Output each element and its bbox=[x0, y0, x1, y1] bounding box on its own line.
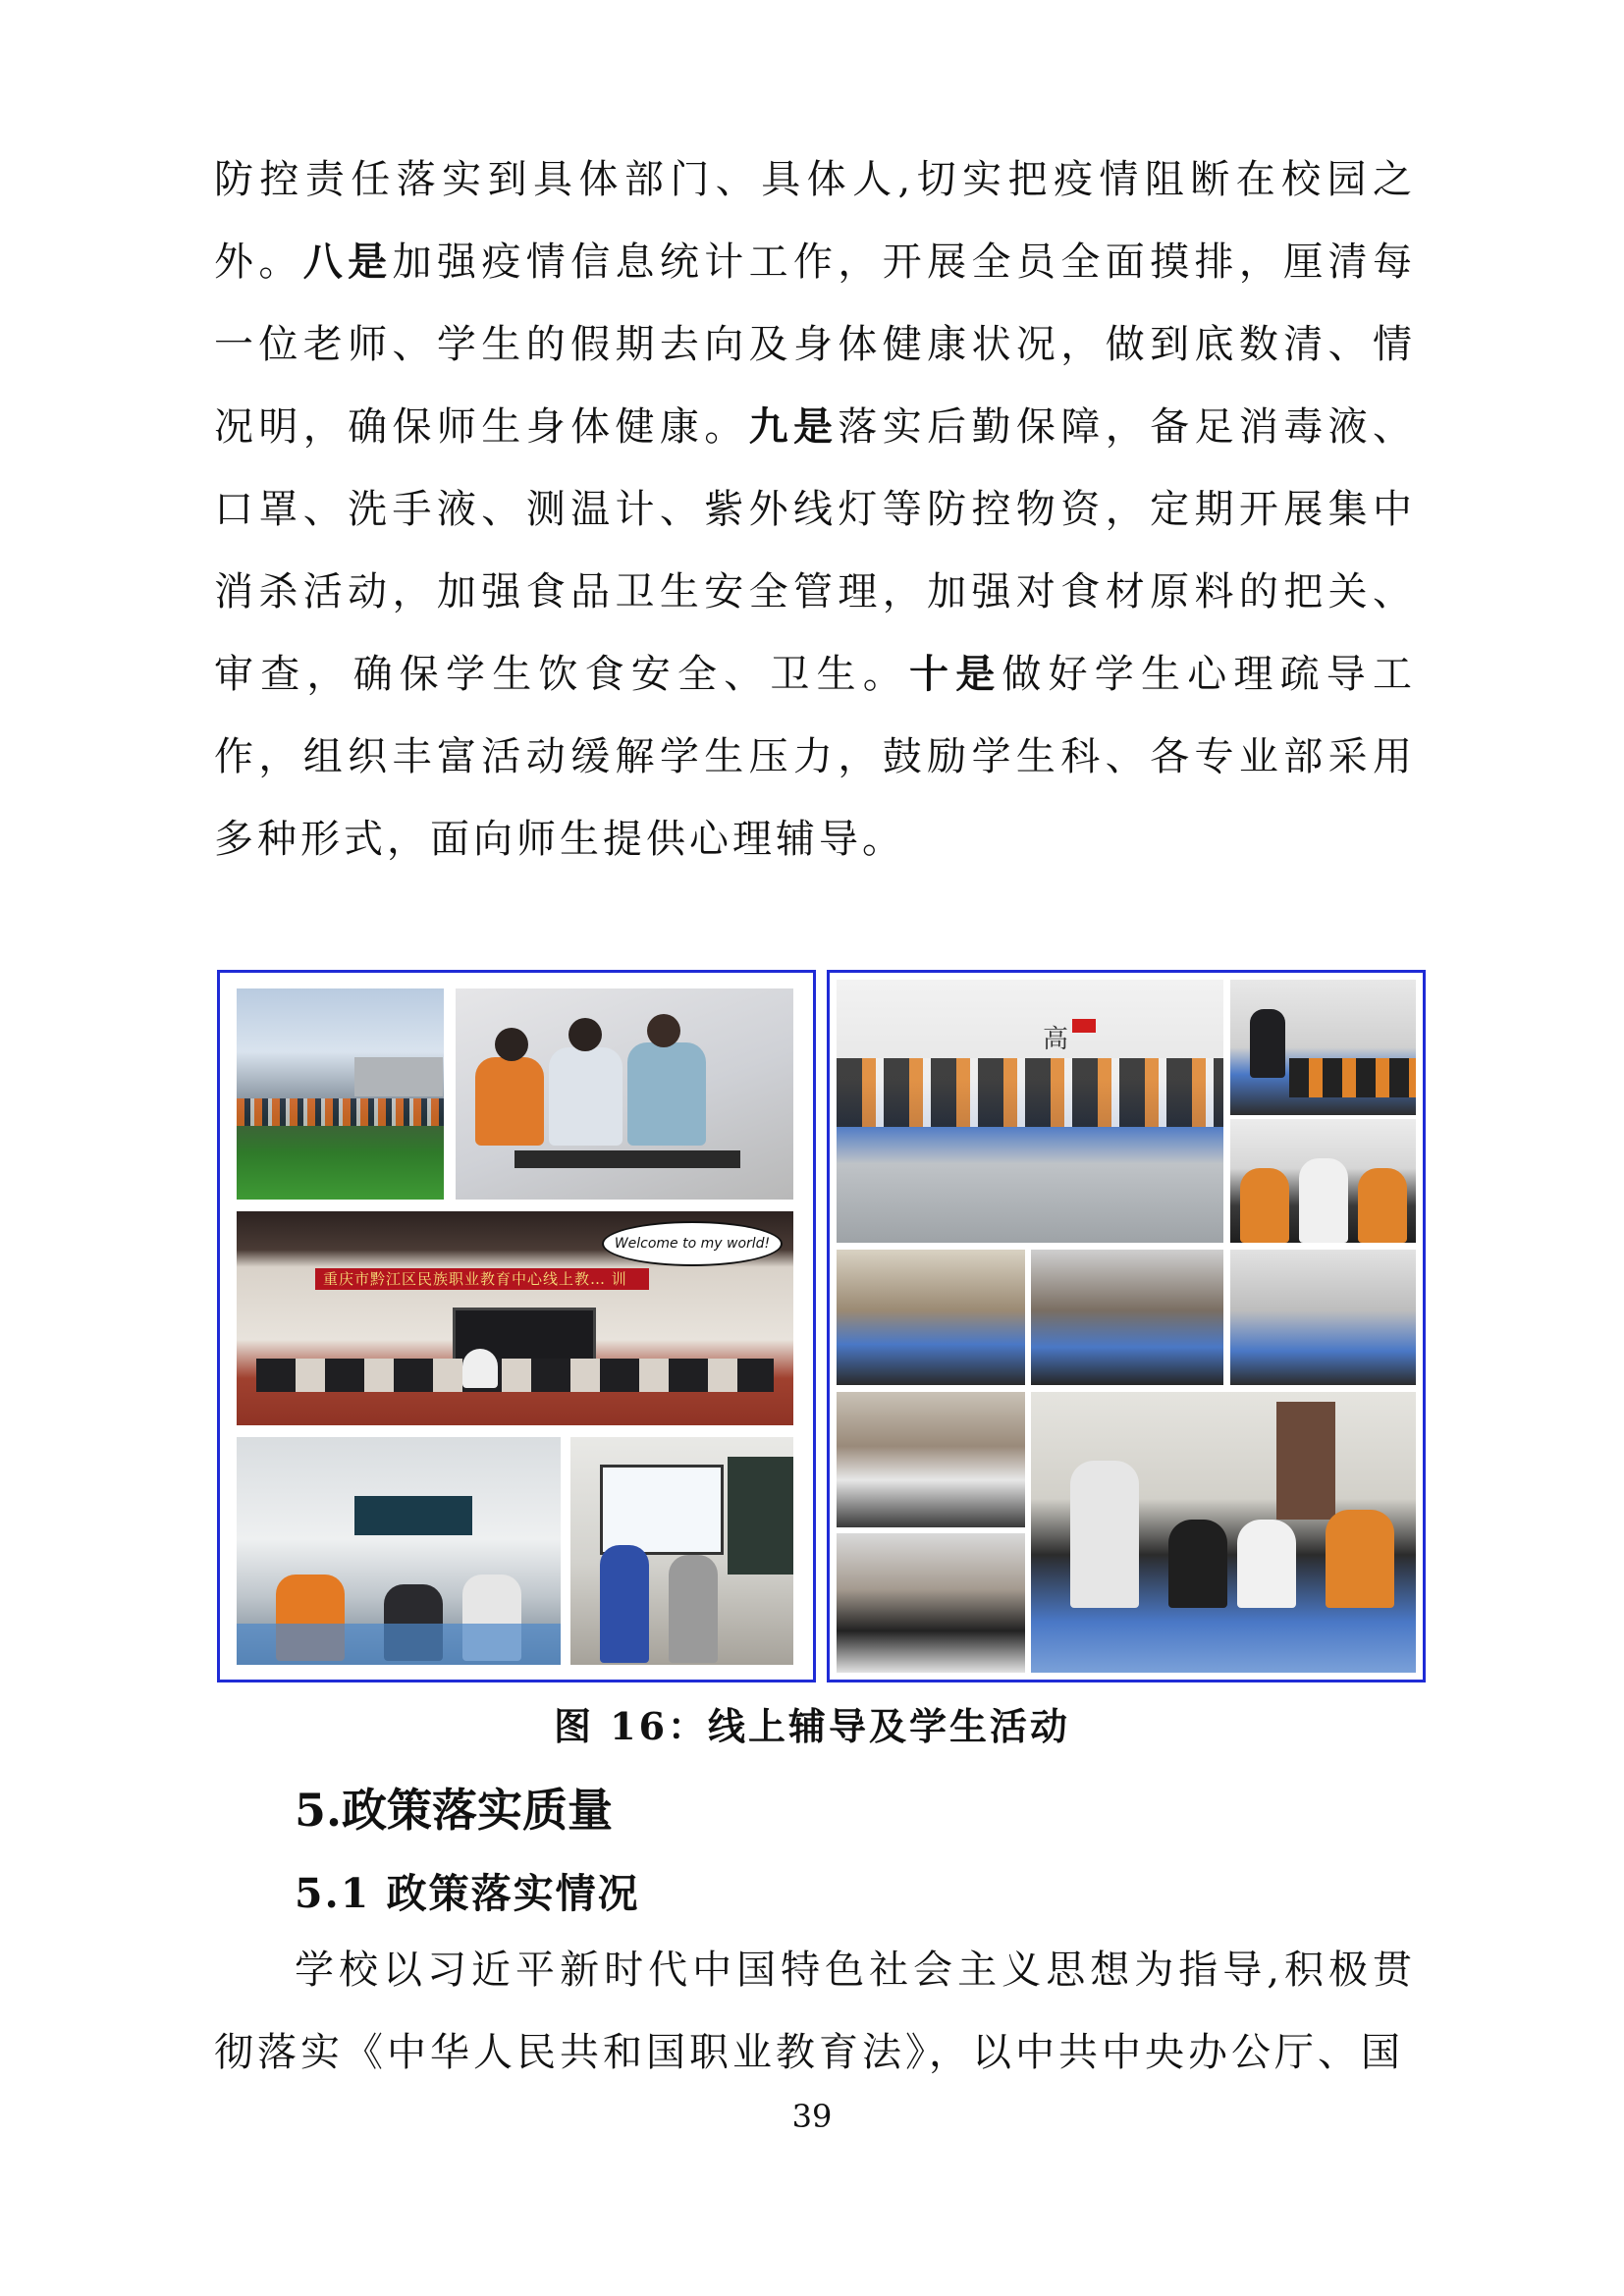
students-group-photo bbox=[1230, 1119, 1416, 1243]
body-text bbox=[214, 138, 1416, 881]
speech-bubble: Welcome to my world! bbox=[602, 1221, 783, 1266]
section-heading: 5.政策落实质量 bbox=[295, 1784, 614, 1837]
sports-field-photo bbox=[237, 988, 444, 1200]
students-table-photo-2 bbox=[1031, 1250, 1223, 1385]
body-paragraph bbox=[214, 138, 1416, 881]
body-segment: 落实后勤保障，备足消毒液、 口罩、洗手液、测温计、紫外线灯等防控物资，定期开展集中消杀活动，加强食品卫生安全管理，加强对食材原料的把关、审查，确保学生饮食安全、卫生。 bbox=[214, 404, 1417, 697]
section-text: 学校以习近平新时代中国特色社会主义思想为指导,积极贯彻落实《中华人民共和国职业教育法》，以中共中央办公厅、国 bbox=[214, 1948, 1416, 2075]
bold-lead-in: 八是 bbox=[302, 239, 393, 285]
body-segment: 做好学生心理疏导工作，组织丰富活动缓解学生压力，鼓励学生科、各专业部采用多种形式，面向师生提供心理辅导。 bbox=[214, 652, 1417, 862]
body-segment: 防控责任落实到具体部门、具体人,切实把疫情阻断在校园之外。 bbox=[214, 157, 1416, 285]
students-eating-photo bbox=[1031, 1392, 1416, 1673]
photo-collage-right bbox=[827, 970, 1426, 1682]
student-closeup-photo bbox=[837, 1392, 1025, 1527]
students-resting-photo bbox=[456, 988, 793, 1200]
meeting-room-photo bbox=[237, 1211, 793, 1425]
section-paragraph bbox=[214, 1929, 1416, 2094]
party-hall-photo bbox=[837, 980, 1223, 1243]
classroom-photo bbox=[237, 1437, 561, 1665]
photo-collage-left bbox=[217, 970, 816, 1682]
body-segment: 加强疫情信息统计工作，开展全员全面摸排，厘清每一位老师、学生的假期去向及身体健康状况，做到底数清、情况明，确保师生身体健康。 bbox=[214, 240, 1417, 450]
students-table-photo-3 bbox=[1230, 1250, 1416, 1385]
bold-lead-in: 十是 bbox=[909, 651, 1002, 697]
student-smiling-photo bbox=[837, 1533, 1025, 1673]
wall-text: 高 bbox=[1043, 1025, 1069, 1054]
page-number: 39 bbox=[791, 2098, 833, 2135]
bold-lead-in: 九是 bbox=[748, 403, 839, 450]
banner-text: 重庆市黔江区民族职业教育中心线上教… 训 bbox=[323, 1270, 627, 1288]
students-at-board-photo bbox=[570, 1437, 793, 1665]
subsection-heading: 5.1 政策落实情况 bbox=[295, 1870, 640, 1917]
student-speaking-photo bbox=[1230, 980, 1416, 1115]
students-table-photo-1 bbox=[837, 1250, 1025, 1385]
figure-caption: 图 16：线上辅导及学生活动 bbox=[553, 1704, 1071, 1748]
